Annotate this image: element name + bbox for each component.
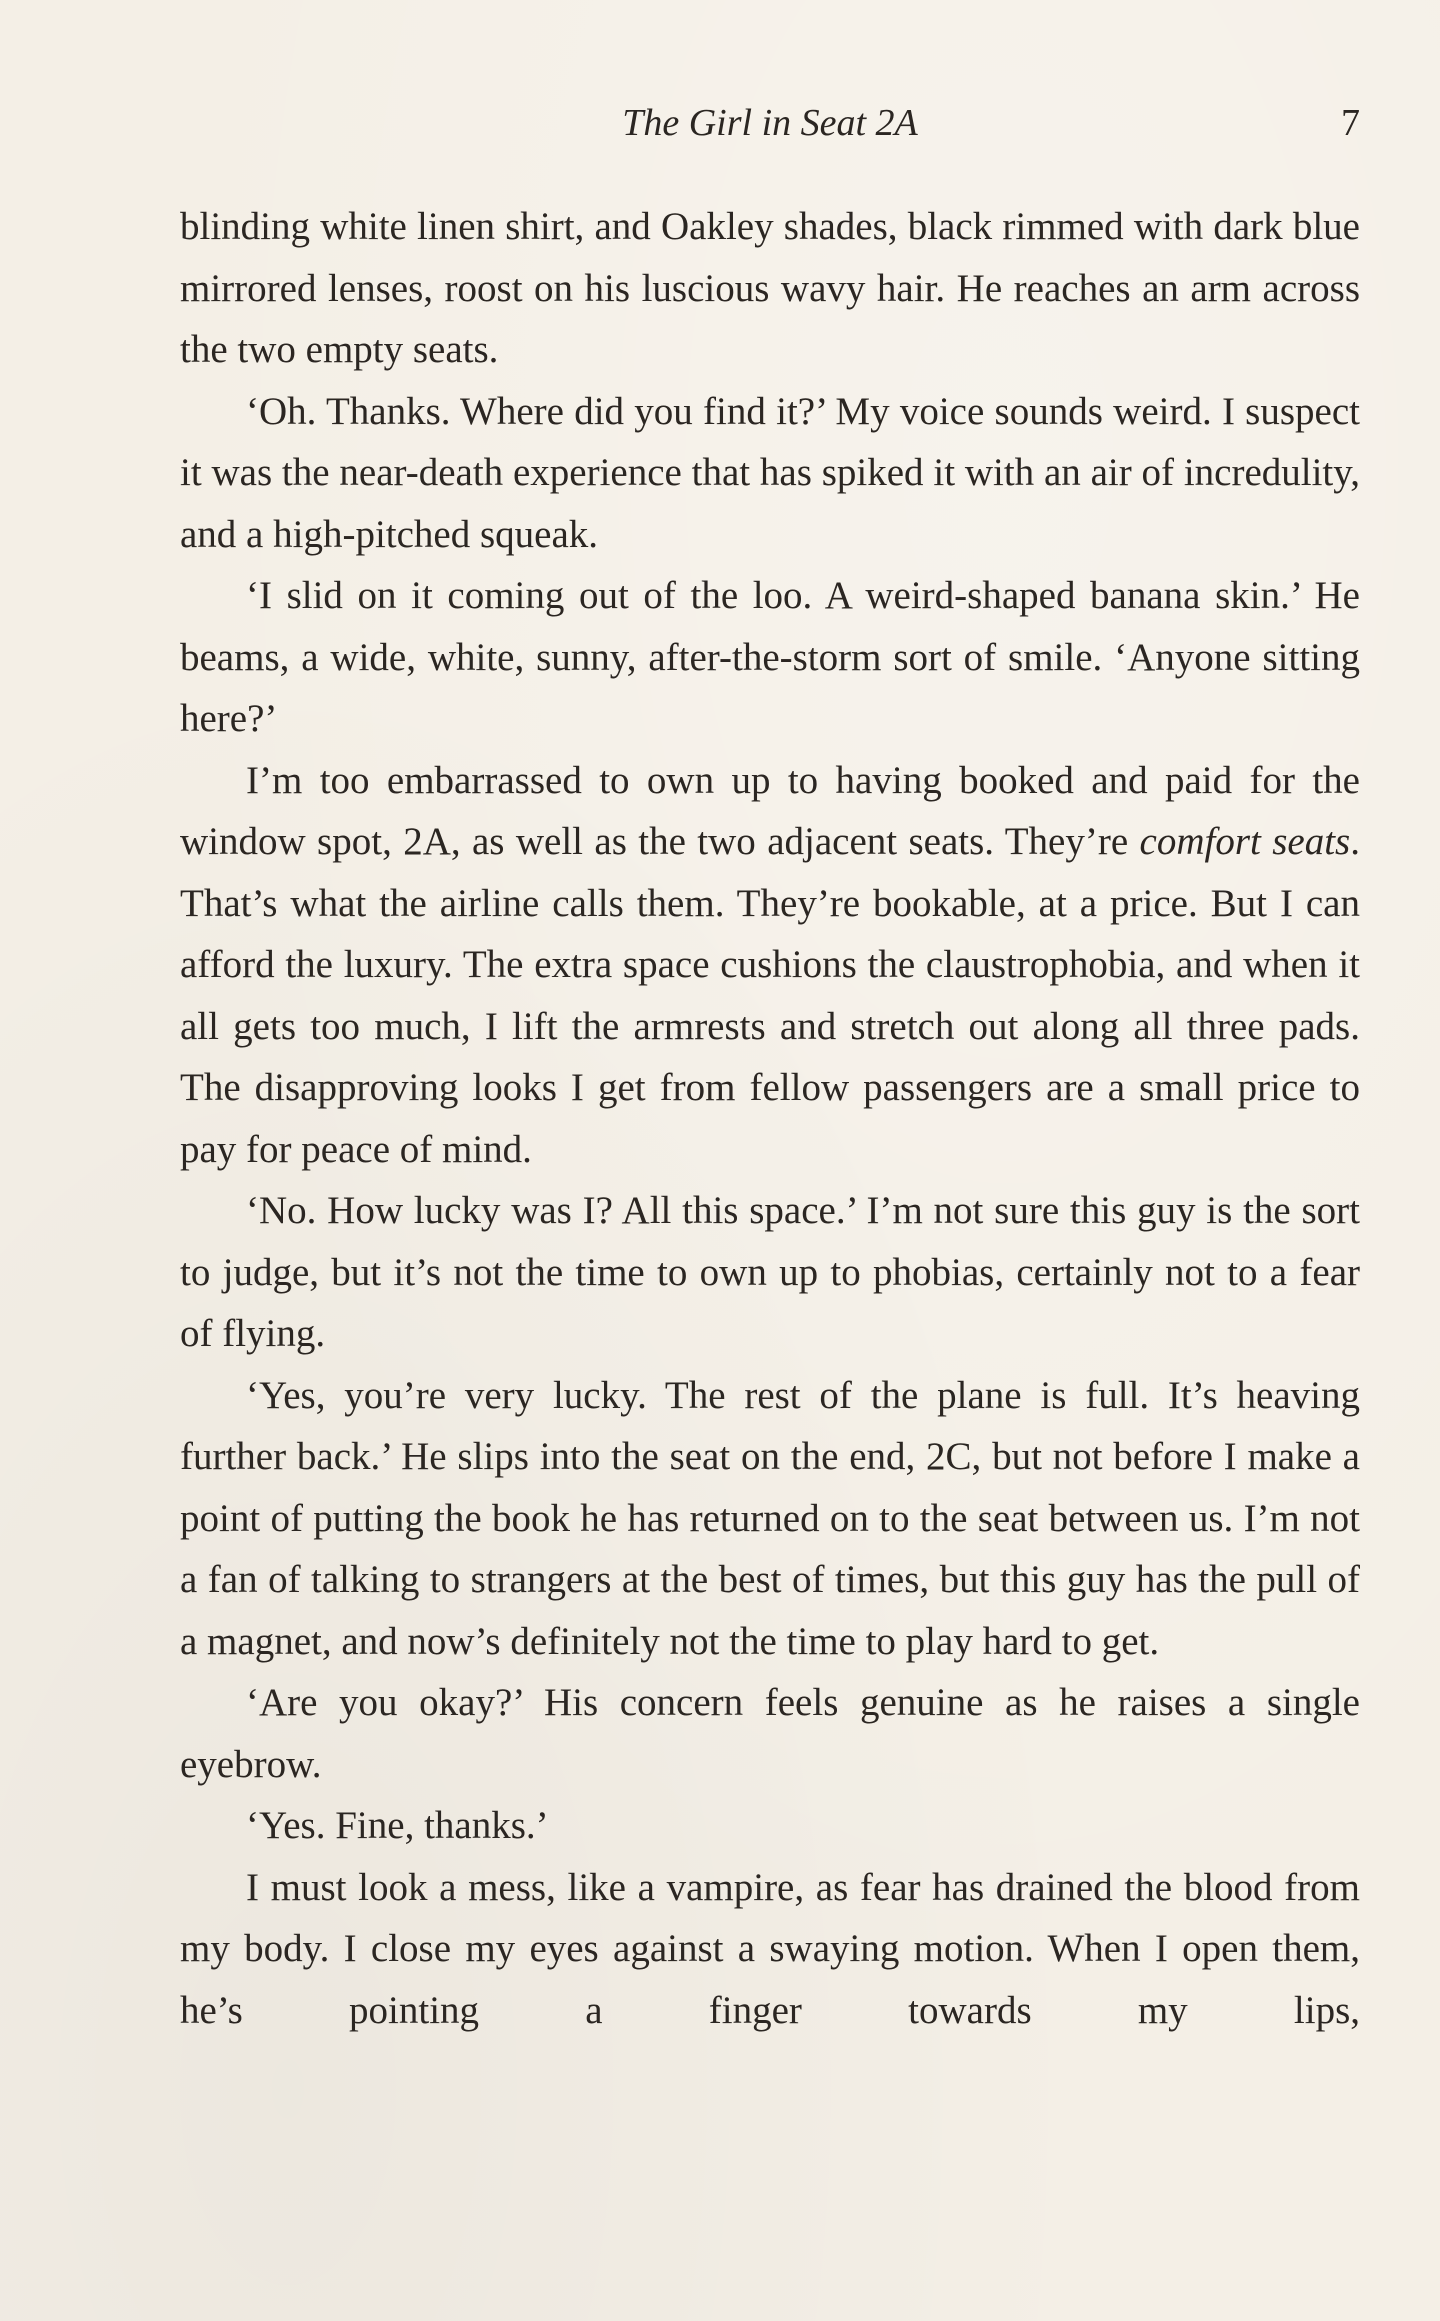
paragraph-7: ‘Are you okay?’ His concern feels genuine as he raises a single eyebrow.	[180, 1681, 1360, 1786]
paragraph-3: ‘I slid on it coming out of the loo. A weird-shaped banana skin.’ He beams, a wide, white, sunny, after-the-storm sort of smile. ‘Anyone sitting here?’	[180, 574, 1360, 740]
running-title: The Girl in Seat 2A	[622, 102, 918, 144]
page-header	[180, 98, 1360, 148]
paragraph-6: ‘Yes, you’re very lucky. The rest of the plane is full. It’s heaving further back.’ He slips into the seat on the end, 2C, but not before I make a point of putting the book he has returned on to the seat between us. I’m not a fan of talking to strangers at the best of times, but this guy has the pull of a magnet, and now’s definitely not the time to play hard to get.	[180, 1373, 1360, 1663]
paragraph-4	[180, 750, 1360, 1181]
paragraph-5: ‘No. How lucky was I? All this space.’ I’m not sure this guy is the sort to judge, but it’s not the time to own up to phobias, certainly not to a fear of flying.	[180, 1189, 1360, 1355]
paragraph-1: blinding white linen shirt, and Oakley shades, black rimmed with dark blue mirrored lenses, roost on his luscious wavy hair. He reaches an arm across the two empty seats.	[180, 205, 1360, 371]
paragraph-9: I must look a mess, like a vampire, as fear has drained the blood from my body. I close my eyes against a swaying motion. When I open them, he’s pointing a finger towards my lips,	[180, 1865, 1360, 2032]
paragraph-4-text-before: I’m too embarrassed to own up to having booked and paid for the window spot, 2A, as well as the two adjacent seats. They’re	[180, 758, 1360, 863]
paragraph-4-emphasis: comfort seats	[1139, 820, 1351, 863]
paragraph-8: ‘Yes. Fine, thanks.’	[246, 1804, 549, 1847]
page-body	[180, 196, 1360, 2041]
paragraph-2: ‘Oh. Thanks. Where did you find it?’ My voice sounds weird. I suspect it was the near-death experience that has spiked it with an air of incredulity, and a high-pitched squeak.	[180, 389, 1360, 556]
paragraph-4-text-after: . That’s what the airline calls them. They’re bookable, at a price. But I can afford the luxury. The extra space cushions the claustrophobia, and when it all gets too much, I lift the armrests and stretch out along all three pads. The disapproving looks I get from fellow passengers are a small price to pay for peace of mind.	[180, 820, 1360, 1171]
page-number: 7	[1341, 102, 1360, 144]
